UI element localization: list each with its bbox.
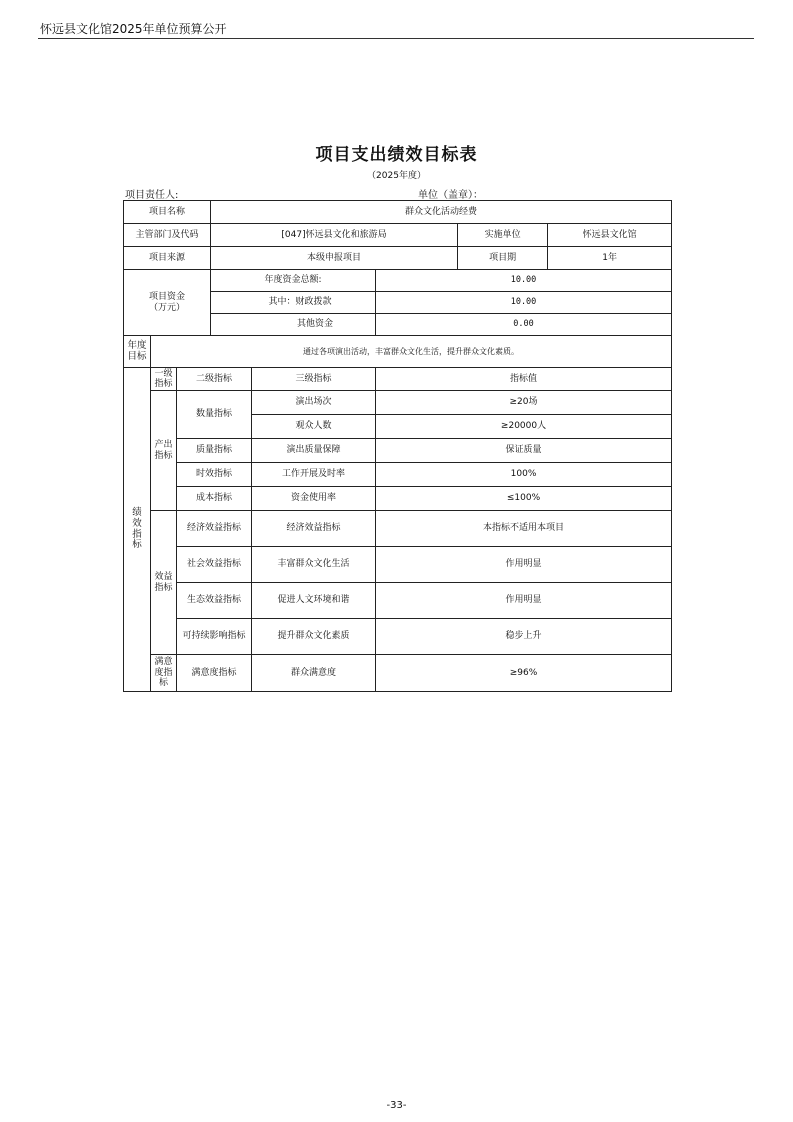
funds-other-value: 0.00 (376, 314, 672, 336)
table-row (124, 247, 672, 270)
header-level2: 二级指标 (177, 368, 252, 391)
table-row (124, 391, 672, 415)
table-row (124, 511, 672, 547)
header-level3: 三级指标 (252, 368, 376, 391)
header-divider (38, 38, 754, 39)
indicator-name: 工作开展及时率 (252, 463, 376, 487)
period-value: 1年 (602, 252, 617, 263)
time-indicator-label: 时效指标 (177, 463, 252, 487)
benefit-level2-label: 生态效益指标 (177, 583, 252, 619)
annual-goal-value: 通过各项演出活动，丰富群众文化生活，提升群众文化素质。 (151, 336, 672, 368)
indicator-value: ≥20场 (376, 391, 672, 415)
source-label: 项目来源 (124, 247, 211, 270)
indicator-value: 100% (376, 463, 672, 487)
document-header: 怀远县文化馆2025年单位预算公开 (40, 22, 227, 36)
indicator-value: 作用明显 (376, 583, 672, 619)
indicator-value: 作用明显 (376, 547, 672, 583)
project-name-label: 项目名称 (124, 201, 211, 224)
dept-label: 主管部门及代码 (124, 224, 211, 247)
table-row (124, 270, 672, 292)
table-row (124, 439, 672, 463)
indicator-value: 稳步上升 (376, 619, 672, 655)
table-row (124, 463, 672, 487)
project-name-value: 群众文化活动经费 (211, 201, 672, 224)
quantity-indicator-label: 数量指标 (177, 391, 252, 439)
performance-section-label: 绩 效 指 标 (124, 368, 151, 692)
quality-indicator-label: 质量指标 (177, 439, 252, 463)
dept-value: [047]怀远县文化和旅游局 (211, 224, 458, 247)
benefit-indicator-label: 效益 指标 (151, 511, 177, 655)
indicator-name: 丰富群众文化生活 (252, 547, 376, 583)
funds-label: 项目资金 （万元） (124, 270, 211, 336)
benefit-level2-label: 经济效益指标 (177, 511, 252, 547)
table-row (124, 655, 672, 692)
table-row (124, 201, 672, 224)
table-row (124, 368, 672, 391)
responsible-label: 项目责任人: (125, 190, 179, 201)
indicator-value: ≥96% (376, 655, 672, 692)
indicator-name: 提升群众文化素质 (252, 619, 376, 655)
page-number: -33- (386, 1100, 407, 1111)
output-indicator-label: 产出 指标 (151, 391, 177, 511)
indicator-name: 观众人数 (252, 415, 376, 439)
indicator-name: 演出质量保障 (252, 439, 376, 463)
table-row (124, 336, 672, 368)
page-title: 项目支出绩效目标表 (315, 145, 478, 165)
unit-seal-label: 单位（盖章）： (418, 190, 483, 201)
benefit-level2-label: 社会效益指标 (177, 547, 252, 583)
indicator-name: 资金使用率 (252, 487, 376, 511)
indicator-value: ≥20000人 (376, 415, 672, 439)
source-value: 本级申报项目 (211, 247, 458, 270)
funds-other-label: 其他资金 (211, 314, 376, 336)
header-level1: 一级 指标 (151, 368, 177, 391)
funds-fiscal-label: 其中：财政拨款 (211, 292, 376, 314)
impl-unit-label: 实施单位 (458, 224, 548, 246)
funds-total-value: 10.00 (376, 270, 672, 292)
satisfaction-level2-label: 满意度指标 (177, 655, 252, 692)
impl-unit-value: 怀远县文化馆 (582, 229, 637, 240)
indicator-name: 促进人文环境和谐 (252, 583, 376, 619)
funds-total-label: 年度资金总额: (211, 270, 376, 292)
table-row (124, 583, 672, 619)
indicator-value: ≤100% (376, 487, 672, 511)
table-row (124, 547, 672, 583)
year-label: （2025年度） (367, 171, 426, 181)
indicator-name: 演出场次 (252, 391, 376, 415)
performance-target-table (123, 200, 672, 692)
funds-fiscal-value: 10.00 (376, 292, 672, 314)
satisfaction-indicator-label: 满意 度指 标 (151, 655, 177, 692)
table-row (124, 224, 672, 247)
benefit-level2-label: 可持续影响指标 (177, 619, 252, 655)
indicator-value: 本指标不适用本项目 (376, 511, 672, 547)
table-row (124, 619, 672, 655)
indicator-name: 群众满意度 (252, 655, 376, 692)
period-label: 项目期 (458, 247, 548, 269)
indicator-value: 保证质量 (376, 439, 672, 463)
indicator-name: 经济效益指标 (252, 511, 376, 547)
cost-indicator-label: 成本指标 (177, 487, 252, 511)
table-row (124, 487, 672, 511)
header-value: 指标值 (376, 368, 672, 391)
annual-goal-label: 年度 目标 (124, 336, 151, 368)
